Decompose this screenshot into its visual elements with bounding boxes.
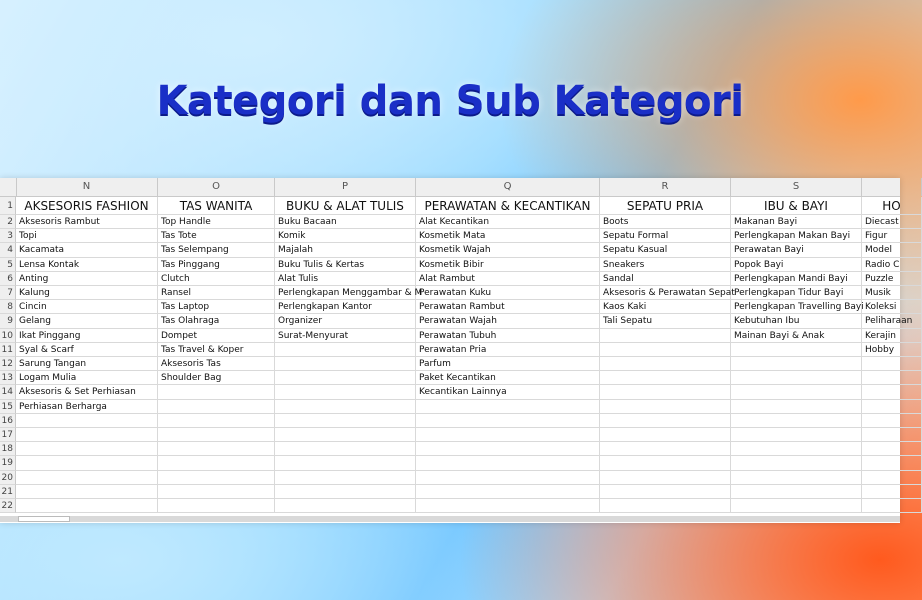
empty-cell[interactable] — [275, 357, 416, 371]
table-row — [0, 314, 913, 328]
empty-cell[interactable] — [731, 456, 862, 470]
empty-cell[interactable] — [416, 428, 600, 442]
horizontal-scrollbar[interactable] — [0, 516, 900, 522]
subcategory-cell[interactable]: Figur — [862, 229, 922, 243]
empty-cell[interactable] — [600, 343, 731, 357]
subcategory-cell[interactable]: Perawatan Kuku — [416, 286, 600, 300]
empty-cell[interactable] — [16, 485, 158, 499]
empty-cell[interactable] — [600, 456, 731, 470]
subcategory-cell[interactable]: Anting — [16, 272, 158, 286]
table-row — [0, 428, 900, 442]
row-number[interactable]: 14 — [0, 385, 16, 399]
sheet-tab[interactable] — [18, 516, 70, 522]
row-number[interactable]: 1 — [0, 197, 16, 215]
subcategory-cell[interactable]: Aksesoris Tas — [158, 357, 275, 371]
empty-cell[interactable] — [731, 414, 862, 428]
row-number[interactable]: 18 — [0, 442, 16, 456]
empty-cell[interactable] — [158, 414, 275, 428]
subcategory-cell[interactable]: Perawatan Wajah — [416, 314, 600, 328]
empty-cell[interactable] — [731, 343, 862, 357]
empty-cell[interactable] — [862, 400, 922, 414]
empty-cell[interactable] — [731, 400, 862, 414]
table-row — [0, 400, 900, 414]
empty-cell[interactable] — [158, 499, 275, 513]
row-number[interactable]: 19 — [0, 456, 16, 470]
empty-cell[interactable] — [158, 428, 275, 442]
subcategory-cell[interactable]: Sandal — [600, 272, 731, 286]
empty-cell[interactable] — [600, 485, 731, 499]
column-letter[interactable]: S — [731, 178, 862, 196]
subcategory-cell[interactable]: Radio C — [862, 258, 922, 272]
subcategory-cell[interactable]: Sarung Tangan — [16, 357, 158, 371]
empty-cell[interactable] — [731, 371, 862, 385]
empty-cell[interactable] — [16, 442, 158, 456]
empty-cell[interactable] — [275, 400, 416, 414]
row-number[interactable]: 5 — [0, 258, 16, 272]
row-number[interactable]: 13 — [0, 371, 16, 385]
empty-cell[interactable] — [600, 329, 731, 343]
subcategory-cell[interactable]: Majalah — [275, 243, 416, 257]
subcategory-cell[interactable]: Aksesoris & Perawatan Sepat — [600, 286, 731, 300]
empty-cell[interactable] — [731, 471, 862, 485]
table-row — [0, 300, 900, 314]
table-row — [0, 456, 900, 470]
row-number[interactable]: 3 — [0, 229, 16, 243]
empty-cell[interactable] — [862, 414, 922, 428]
empty-cell[interactable] — [275, 428, 416, 442]
column-letter[interactable]: P — [275, 178, 416, 196]
table-row — [0, 329, 900, 343]
subcategory-cell[interactable]: Dompet — [158, 329, 275, 343]
empty-cell[interactable] — [862, 371, 922, 385]
empty-cell[interactable] — [16, 499, 158, 513]
empty-cell[interactable] — [416, 414, 600, 428]
row-number[interactable]: 8 — [0, 300, 16, 314]
empty-cell[interactable] — [600, 428, 731, 442]
subcategory-cell[interactable]: Puzzle — [862, 272, 922, 286]
empty-cell[interactable] — [275, 485, 416, 499]
empty-cell[interactable] — [158, 442, 275, 456]
empty-cell[interactable] — [16, 428, 158, 442]
empty-cell[interactable] — [600, 400, 731, 414]
subcategory-cell[interactable]: Kosmetik Bibir — [416, 258, 600, 272]
empty-cell[interactable] — [862, 456, 922, 470]
row-number[interactable]: 21 — [0, 485, 16, 499]
subcategory-cell[interactable]: Clutch — [158, 272, 275, 286]
row-number[interactable]: 17 — [0, 428, 16, 442]
subcategory-cell[interactable]: Gelang — [16, 314, 158, 328]
subcategory-cell[interactable]: Kosmetik Mata — [416, 229, 600, 243]
empty-cell[interactable] — [416, 485, 600, 499]
subcategory-cell[interactable]: Peliharaan — [862, 314, 922, 328]
column-header-bar — [0, 178, 900, 197]
spreadsheet[interactable] — [0, 178, 913, 523]
column-letter[interactable]: N — [16, 178, 158, 196]
subcategory-cell[interactable]: Perawatan Tubuh — [416, 329, 600, 343]
table-row — [0, 485, 900, 499]
subcategory-cell[interactable]: Perlengkapan Tidur Bayi — [731, 286, 862, 300]
empty-cell[interactable] — [731, 485, 862, 499]
row-number[interactable]: 6 — [0, 272, 16, 286]
row-number[interactable]: 11 — [0, 343, 16, 357]
subcategory-cell[interactable]: Ikat Pinggang — [16, 329, 158, 343]
select-all-corner[interactable] — [0, 178, 17, 196]
column-letter[interactable]: O — [158, 178, 275, 196]
row-number[interactable]: 15 — [0, 400, 16, 414]
empty-cell[interactable] — [862, 428, 922, 442]
empty-cell[interactable] — [158, 385, 275, 399]
category-header-cell[interactable]: AKSESORIS FASHION — [16, 197, 158, 215]
empty-cell[interactable] — [862, 485, 922, 499]
subcategory-cell[interactable]: Makanan Bayi — [731, 215, 862, 229]
empty-cell[interactable] — [600, 471, 731, 485]
table-row — [0, 414, 900, 428]
row-number[interactable]: 4 — [0, 243, 16, 257]
row-number[interactable]: 22 — [0, 499, 16, 513]
row-number[interactable]: 12 — [0, 357, 16, 371]
table-row — [0, 286, 900, 300]
empty-cell[interactable] — [731, 428, 862, 442]
empty-cell[interactable] — [158, 456, 275, 470]
empty-cell[interactable] — [600, 442, 731, 456]
row-number[interactable]: 16 — [0, 414, 16, 428]
subcategory-cell[interactable]: Perlengkapan Makan Bayi — [731, 229, 862, 243]
empty-cell[interactable] — [416, 442, 600, 456]
subcategory-cell[interactable]: Surat-Menyurat — [275, 329, 416, 343]
table-row — [0, 385, 900, 399]
subcategory-cell[interactable]: Alat Tulis — [275, 272, 416, 286]
subcategory-cell[interactable]: Perawatan Bayi — [731, 243, 862, 257]
subcategory-cell[interactable]: Tas Tote — [158, 229, 275, 243]
row-number[interactable]: 10 — [0, 329, 16, 343]
empty-cell[interactable] — [862, 357, 922, 371]
empty-cell[interactable] — [862, 385, 922, 399]
empty-cell[interactable] — [16, 414, 158, 428]
subcategory-cell[interactable]: Kecantikan Lainnya — [416, 385, 600, 399]
empty-cell[interactable] — [731, 442, 862, 456]
row-number[interactable]: 20 — [0, 471, 16, 485]
subcategory-cell[interactable]: Logam Mulia — [16, 371, 158, 385]
empty-cell[interactable] — [158, 400, 275, 414]
subcategory-cell[interactable]: Tas Selempang — [158, 243, 275, 257]
category-header-cell[interactable]: IBU & BAYI — [731, 197, 862, 215]
column-letter[interactable]: R — [600, 178, 731, 196]
subcategory-cell[interactable]: Alat Rambut — [416, 272, 600, 286]
subcategory-cell[interactable]: Parfum — [416, 357, 600, 371]
table-row — [0, 371, 900, 385]
subcategory-cell[interactable]: Tali Sepatu — [600, 314, 731, 328]
table-row — [0, 442, 900, 456]
subcategory-cell[interactable]: Organizer — [275, 314, 416, 328]
header-row — [0, 197, 900, 215]
subcategory-cell[interactable]: Topi — [16, 229, 158, 243]
row-number[interactable]: 9 — [0, 314, 16, 328]
table-row — [0, 357, 900, 371]
empty-cell[interactable] — [600, 357, 731, 371]
subcategory-cell[interactable]: Perawatan Pria — [416, 343, 600, 357]
empty-cell[interactable] — [600, 499, 731, 513]
empty-cell[interactable] — [275, 343, 416, 357]
subcategory-cell[interactable]: Komik — [275, 229, 416, 243]
subcategory-cell[interactable]: Ransel — [158, 286, 275, 300]
table-row — [0, 243, 900, 257]
empty-cell[interactable] — [275, 414, 416, 428]
empty-cell[interactable] — [600, 414, 731, 428]
subcategory-cell[interactable]: Kebutuhan Ibu — [731, 314, 862, 328]
empty-cell[interactable] — [158, 485, 275, 499]
table-row — [0, 215, 900, 229]
subcategory-cell[interactable]: Paket Kecantikan — [416, 371, 600, 385]
subcategory-cell[interactable]: Perawatan Rambut — [416, 300, 600, 314]
empty-cell[interactable] — [731, 357, 862, 371]
subcategory-cell[interactable]: Buku Bacaan — [275, 215, 416, 229]
empty-cell[interactable] — [16, 456, 158, 470]
empty-cell[interactable] — [862, 499, 922, 513]
category-header-cell[interactable]: HO — [862, 197, 922, 215]
empty-cell[interactable] — [731, 499, 862, 513]
category-header-cell[interactable]: PERAWATAN & KECANTIKAN — [416, 197, 600, 215]
subcategory-cell[interactable]: Model — [862, 243, 922, 257]
empty-cell[interactable] — [731, 385, 862, 399]
subcategory-cell[interactable]: Top Handle — [158, 215, 275, 229]
table-row — [0, 272, 900, 286]
subcategory-cell[interactable]: Tas Travel & Koper — [158, 343, 275, 357]
subcategory-cell[interactable]: Perlengkapan Menggambar & M — [275, 286, 416, 300]
subcategory-cell[interactable]: Kacamata — [16, 243, 158, 257]
subcategory-cell[interactable]: Perlengkapan Kantor — [275, 300, 416, 314]
subcategory-cell[interactable]: Diecast — [862, 215, 922, 229]
table-row — [0, 471, 900, 485]
subcategory-cell[interactable]: Lensa Kontak — [16, 258, 158, 272]
subcategory-cell[interactable]: Kosmetik Wajah — [416, 243, 600, 257]
category-header-cell[interactable]: TAS WANITA — [158, 197, 275, 215]
empty-cell[interactable] — [275, 371, 416, 385]
subcategory-cell[interactable]: Syal & Scarf — [16, 343, 158, 357]
subcategory-cell[interactable]: Mainan Bayi & Anak — [731, 329, 862, 343]
empty-cell[interactable] — [600, 385, 731, 399]
empty-cell[interactable] — [416, 456, 600, 470]
subcategory-cell[interactable]: Boots — [600, 215, 731, 229]
subcategory-cell[interactable]: Sepatu Kasual — [600, 243, 731, 257]
empty-cell[interactable] — [275, 499, 416, 513]
subcategory-cell[interactable]: Musik — [862, 286, 922, 300]
subcategory-cell[interactable]: Kerajin — [862, 329, 922, 343]
empty-cell[interactable] — [158, 471, 275, 485]
category-header-cell[interactable]: SEPATU PRIA — [600, 197, 731, 215]
empty-cell[interactable] — [275, 456, 416, 470]
subcategory-cell[interactable]: Aksesoris Rambut — [16, 215, 158, 229]
empty-cell[interactable] — [416, 471, 600, 485]
page-title: Kategori dan Sub Kategori — [156, 78, 744, 124]
subcategory-cell[interactable]: Hobby — [862, 343, 922, 357]
column-letter[interactable] — [862, 178, 922, 196]
subcategory-cell[interactable]: Popok Bayi — [731, 258, 862, 272]
table-row — [0, 229, 900, 243]
category-header-cell[interactable]: BUKU & ALAT TULIS — [275, 197, 416, 215]
subcategory-cell[interactable]: Tas Pinggang — [158, 258, 275, 272]
subcategory-cell[interactable]: Sepatu Formal — [600, 229, 731, 243]
subcategory-cell[interactable]: Sneakers — [600, 258, 731, 272]
subcategory-cell[interactable]: Perlengkapan Mandi Bayi — [731, 272, 862, 286]
table-row — [0, 258, 900, 272]
table-row — [0, 343, 900, 357]
table-row — [0, 499, 900, 513]
subcategory-cell[interactable]: Perlengkapan Travelling Bayi — [731, 300, 862, 314]
subcategory-cell[interactable]: Cincin — [16, 300, 158, 314]
empty-cell[interactable] — [275, 442, 416, 456]
subcategory-cell[interactable]: Aksesoris & Set Perhiasan — [16, 385, 158, 399]
subcategory-cell[interactable]: Kalung — [16, 286, 158, 300]
column-letter[interactable]: Q — [416, 178, 600, 196]
empty-cell[interactable] — [275, 385, 416, 399]
row-number[interactable]: 2 — [0, 215, 16, 229]
empty-cell[interactable] — [862, 442, 922, 456]
empty-cell[interactable] — [275, 471, 416, 485]
row-number[interactable]: 7 — [0, 286, 16, 300]
subcategory-cell[interactable]: Koleksi — [862, 300, 922, 314]
subcategory-cell[interactable]: Tas Olahraga — [158, 314, 275, 328]
subcategory-cell[interactable]: Perhiasan Berharga — [16, 400, 158, 414]
subcategory-cell[interactable]: Shoulder Bag — [158, 371, 275, 385]
empty-cell[interactable] — [416, 400, 600, 414]
empty-cell[interactable] — [600, 371, 731, 385]
subcategory-cell[interactable]: Alat Kecantikan — [416, 215, 600, 229]
subcategory-cell[interactable]: Tas Laptop — [158, 300, 275, 314]
subcategory-cell[interactable]: Buku Tulis & Kertas — [275, 258, 416, 272]
empty-cell[interactable] — [16, 471, 158, 485]
empty-cell[interactable] — [416, 499, 600, 513]
empty-cell[interactable] — [862, 471, 922, 485]
subcategory-cell[interactable]: Kaos Kaki — [600, 300, 731, 314]
